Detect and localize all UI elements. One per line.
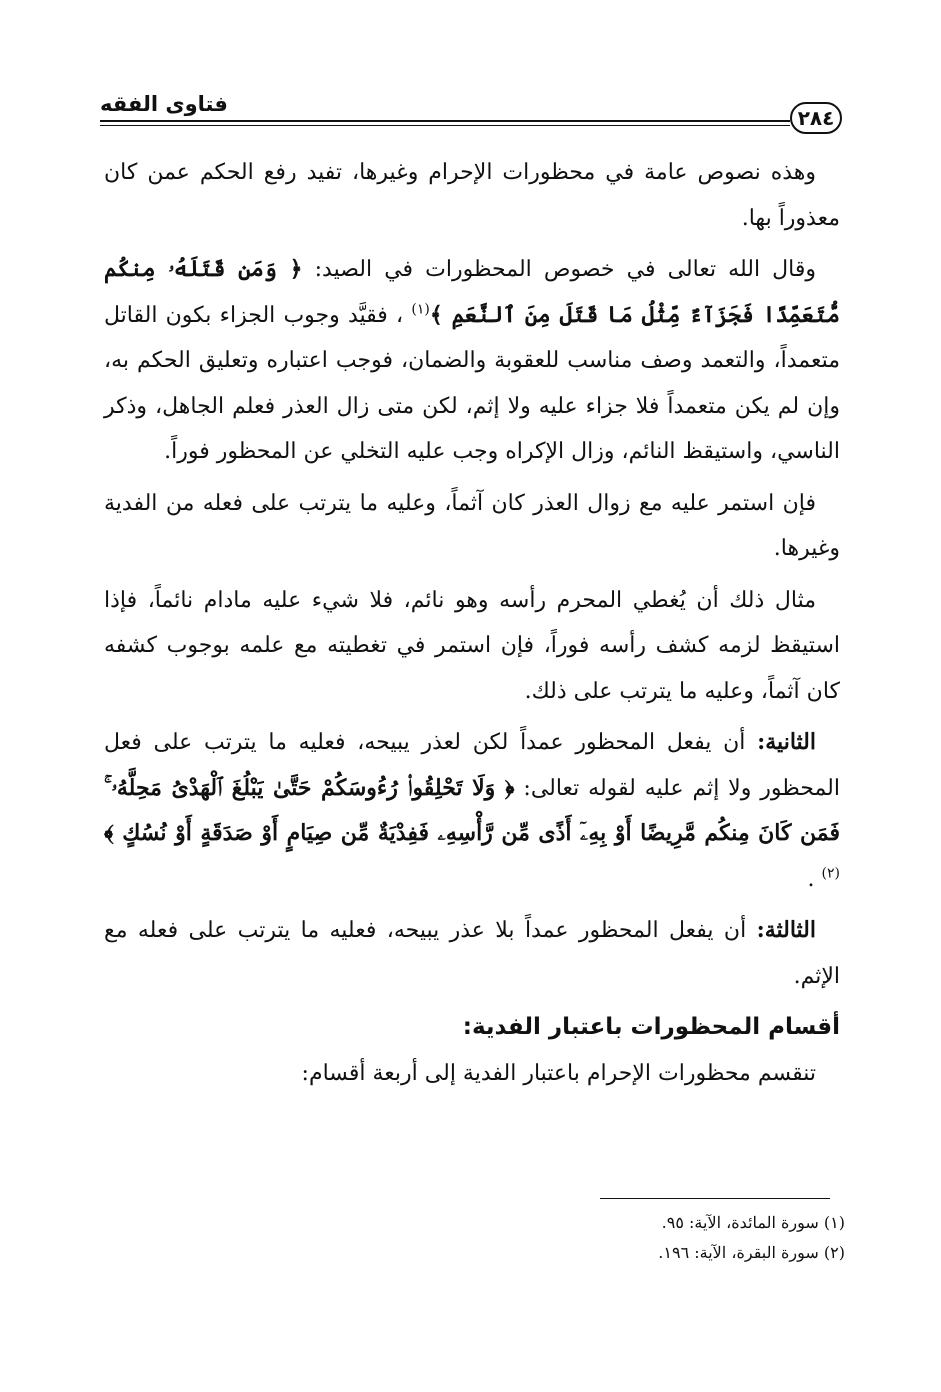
paragraph-1: وهذه نصوص عامة في محظورات الإحرام وغيرها، تفيد رفع الحكم عمن كان معذوراً بها. bbox=[104, 160, 840, 231]
second-case-label: الثانية: bbox=[757, 729, 816, 755]
quran-verse-2: ﴿ وَلَا تَحْلِقُوا۟ رُءُوسَكُمْ حَتَّىٰ يَبْلُغَ ٱلْهَدْىُ مَحِلَّهُۥ ۚ فَمَن كَانَ مِنكُم مَّرِيضًا أَوْ بِهِۦٓ أَذًى مِّن رَّأْسِهِۦ فَفِدْيَةٌ مِّن صِيَامٍ أَوْ صَدَقَةٍ أَوْ نُسُكٍ ﴾ bbox=[104, 774, 840, 846]
paragraph-4: مثال ذلك أن يُغطي المحرم رأسه وهو نائم، فلا شيء عليه مادام نائماً، فإذا استيقظ لزمه كشف رأسه فوراً، فإن استمر في تغطيته مع علمه بوجوب كشفه كان آثماً، وعليه ما يترتب على ذلك. bbox=[104, 587, 840, 704]
footnote-ref-1: (١) bbox=[411, 301, 430, 318]
paragraph-5 bbox=[104, 720, 840, 902]
paragraph-6-text: أن يفعل المحظور عمداً بلا عذر يبيحه، فعليه ما يترتب على فعله مع الإثم. bbox=[104, 918, 840, 989]
footnote-ref-2: (٢) bbox=[821, 865, 840, 882]
third-case-label: الثالثة: bbox=[756, 917, 816, 943]
paragraph-5-end: . bbox=[807, 866, 815, 892]
paragraph-2-intro: وقال الله تعالى في خصوص المحظورات في الصيد: bbox=[314, 257, 816, 282]
page-number: ٢٨٤ bbox=[790, 102, 842, 134]
paragraph-2-rest: ، فقيَّد وجوب الجزاء بكون القاتل متعمداً، والتعمد وصف مناسب للعقوبة والضمان، فوجب اعتباره وتعليق الحكم به، وإن لم يكن متعمداً فلا جزاء عليه ولا إثم، لكن متى زال العذر فعلم الجاهل، وذكر الناسي، واستيقظ النائم، وزال الإكراه وجب عليه التخلي عن المحظور فوراً. bbox=[104, 302, 840, 464]
section-heading: أقسام المحظورات باعتبار الفدية: bbox=[462, 1014, 840, 1040]
page-header bbox=[100, 92, 842, 142]
footnotes bbox=[500, 1208, 845, 1268]
paragraph-5-text: أن يفعل المحظور عمداً لكن لعذر يبيحه، فعليه ما يترتب على فعل المحظور ولا إثم عليه لقوله تعالى: bbox=[104, 730, 840, 801]
paragraph-2 bbox=[104, 247, 840, 475]
footnote-1: (١) سورة المائدة، الآية: ٩٥. bbox=[661, 1213, 845, 1232]
paragraph-7: تنقسم محظورات الإحرام باعتبار الفدية إلى أربعة أقسام: bbox=[301, 1060, 816, 1086]
running-title: فتاوى الفقه bbox=[100, 92, 228, 116]
quran-verse-1: ﴿ وَمَن قَتَلَهُۥ مِنكُم مُّتَعَمِّدًا فَجَزَآءٌ مِّثْلُ مَا قَتَلَ مِنَ ٱلنَّعَمِ ﴾ bbox=[104, 256, 840, 328]
page-body bbox=[104, 150, 840, 1102]
paragraph-3: فإن استمر عليه مع زوال العذر كان آثماً، وعليه ما يترتب على فعله من الفدية وغيرها. bbox=[104, 490, 840, 561]
footnote-2: (٢) سورة البقرة، الآية: ١٩٦. bbox=[658, 1243, 845, 1262]
header-rule bbox=[100, 120, 790, 126]
footnote-separator bbox=[600, 1198, 830, 1199]
paragraph-6 bbox=[104, 908, 840, 999]
